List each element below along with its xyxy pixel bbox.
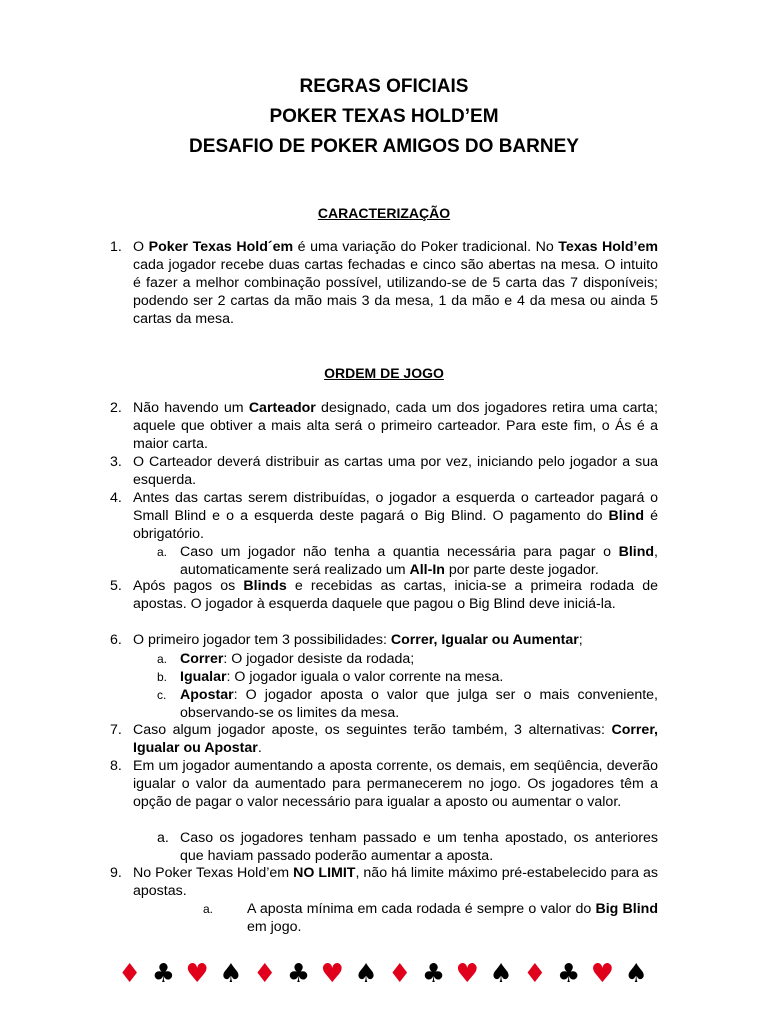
subitem-letter: a. <box>157 830 169 846</box>
subitem-text: Apostar: O jogador aposta o valor que julga ser o mais conveniente, observando-se os limites da mesa. <box>180 687 658 721</box>
title-block <box>0 72 768 162</box>
club-suit-icon: ♣ <box>421 959 446 989</box>
diamond-suit-icon: ♦ <box>118 959 142 989</box>
rule-text: Antes das cartas serem distribuídas, o jogador a esquerda o carteador pagará o Small Blind e o a esquerda deste pagará o Big Blind. O pagamento do Blind é obrigatório. <box>133 490 658 542</box>
rule-subitem-8a <box>157 829 658 865</box>
spade-suit-icon: ♠ <box>354 959 378 989</box>
rule-subitem-6a <box>157 650 658 668</box>
subitem-text: Igualar: O jogador iguala o valor corrente na mesa. <box>180 669 504 685</box>
rule-number: 7. <box>110 722 122 738</box>
rule-item-7 <box>110 721 658 757</box>
rule-item-6 <box>110 631 658 649</box>
subitem-letter: a. <box>157 545 168 559</box>
subitem-letter: a. <box>203 902 214 916</box>
rule-text: Após pagos os Blinds e recebidas as cartas, inicia-se a primeira rodada de apostas. O jogador à esquerda daquele que pagou o Big Blind deve iniciá-la. <box>133 578 658 612</box>
rule-number: 4. <box>110 490 122 506</box>
heart-suit-icon: ♥ <box>455 959 479 989</box>
rule-subitem-6b <box>157 668 658 686</box>
rule-number: 3. <box>110 454 122 470</box>
title-line-2: POKER TEXAS HOLD’EM <box>269 106 499 127</box>
subitem-text: Correr: O jogador desiste da rodada; <box>180 651 415 667</box>
rule-text: Não havendo um Carteador designado, cada um dos jogadores retira uma carta; aquele que obtiver a mais alta será o primeiro carteador. Para este fim, o Ás é a maior carta. <box>133 400 659 452</box>
club-suit-icon: ♣ <box>151 959 176 989</box>
rule-subitem-6c <box>157 686 658 722</box>
rule-subitem-4a <box>157 543 658 579</box>
rule-number: 6. <box>110 632 122 648</box>
diamond-suit-icon: ♦ <box>388 959 412 989</box>
subitem-text: A aposta mínima em cada rodada é sempre o valor do Big Blind em jogo. <box>247 901 659 935</box>
diamond-suit-icon: ♦ <box>253 959 277 989</box>
subitem-letter: c. <box>157 688 167 702</box>
heart-suit-icon: ♥ <box>590 959 615 989</box>
heart-suit-icon: ♥ <box>185 959 209 989</box>
title-line-3: DESAFIO DE POKER AMIGOS DO BARNEY <box>189 136 579 157</box>
spade-suit-icon: ♠ <box>219 959 243 989</box>
subitem-text: Caso um jogador não tenha a quantia necessária para pagar o Blind, automaticamente será realizado um All-In por parte deste jogador. <box>180 544 658 578</box>
rule-item-2 <box>110 399 658 453</box>
rule-text: O Carteador deverá distribuir as cartas uma por vez, iniciando pelo jogador a sua esquerda. <box>133 454 658 488</box>
club-suit-icon: ♣ <box>556 959 581 989</box>
rule-item-3 <box>110 453 658 489</box>
section-heading-caracterizacao: CARACTERIZAÇÃO <box>317 205 451 221</box>
card-suits-footer <box>118 958 648 990</box>
subitem-text: Caso os jogadores tenham passado e um tenha apostado, os anteriores que haviam passado poderão aumentar a aposta. <box>180 830 658 864</box>
rule-item-5 <box>110 577 658 613</box>
spade-suit-icon: ♠ <box>489 959 513 989</box>
rule-text: Caso algum jogador aposte, os seguintes terão também, 3 alternativas: Correr, Igualar ou Apostar. <box>133 722 658 756</box>
rule-item-4 <box>110 489 658 543</box>
heart-suit-icon: ♥ <box>320 959 344 989</box>
rule-number: 8. <box>110 758 122 774</box>
rule-item-9 <box>110 864 658 900</box>
diamond-suit-icon: ♦ <box>523 959 547 989</box>
rule-text: Em um jogador aumentando a aposta corrente, os demais, em seqüência, deverão igualar o valor da aumentado para permanecerem no jogo. Os jogadores têm a opção de pagar o valor necessário para igualar a aposto ou aumentar o valor. <box>133 758 658 810</box>
rule-item-1 <box>110 238 658 328</box>
rule-number: 2. <box>110 400 122 416</box>
rule-text: O primeiro jogador tem 3 possibilidades: Correr, Igualar ou Aumentar; <box>133 632 583 648</box>
rule-item-8 <box>110 757 658 811</box>
rule-number: 1. <box>110 239 122 255</box>
rule-number: 5. <box>110 578 122 594</box>
rule-text: No Poker Texas Hold’em NO LIMIT, não há limite máximo pré-estabelecido para as apostas. <box>133 865 658 899</box>
section-heading-ordem-de-jogo: ORDEM DE JOGO <box>324 365 444 381</box>
subitem-letter: b. <box>157 670 168 684</box>
rule-number: 9. <box>110 865 122 881</box>
title-line-1: REGRAS OFICIAIS <box>299 76 469 97</box>
subitem-letter: a. <box>157 652 168 666</box>
rule-text: O Poker Texas Hold´em é uma variação do Poker tradicional. No Texas Hold’em cada jogador recebe duas cartas fechadas e cinco são abertas na mesa. O intuito é fazer a melhor combinação possível, utilizando-se de 5 carta das 7 disponíveis; podendo ser 2 cartas da mão mais 3 da mesa, 1 da mão e 4 da mesa ou ainda 5 cartas da mesa. <box>133 239 658 327</box>
club-suit-icon: ♣ <box>286 959 311 989</box>
spade-suit-icon: ♠ <box>624 959 648 989</box>
rule-subitem-9a <box>203 900 658 936</box>
